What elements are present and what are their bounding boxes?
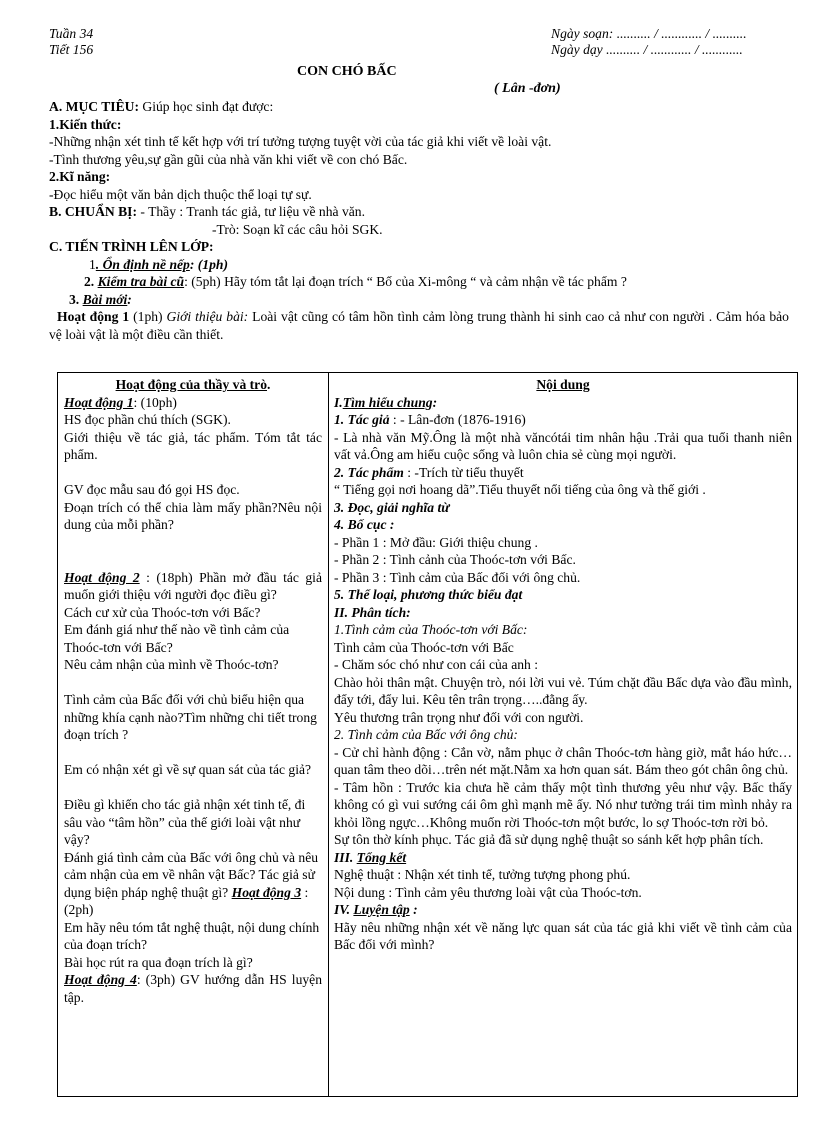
header-right bbox=[551, 26, 747, 58]
left-line-10: Điều gì khiến cho tác giả nhận xét tinh tế, đi sâu vào “tâm hồn” của thế giới loài vật như vậy? bbox=[64, 797, 306, 847]
skills-heading: 2.Kĩ năng: bbox=[49, 169, 111, 184]
teacher-student-column bbox=[64, 376, 322, 1006]
activity1-text: Loài vật cũng có tâm hồn tình cảm lòng trung thành hi sinh cao cả như con người . Cảm hóa bảo vệ loài vật là một điều cần thiết. bbox=[49, 309, 789, 342]
author-name: ( Lân -đơn) bbox=[494, 81, 561, 96]
lesson-intro bbox=[49, 98, 789, 344]
period-label: Tiết 156 bbox=[49, 42, 94, 57]
part-3: - Phần 3 : Tình cảm của Bấc đối với ông chủ. bbox=[334, 569, 581, 585]
left-line-8: Tình cảm của Bấc đối với chủ biểu hiện qua những khía cạnh nào?Tìm những chi tiết trong đoạn trích ? bbox=[64, 692, 317, 742]
analysis-sub-1: 1.Tình cảm của Thoóc-tơn với Bấc: bbox=[334, 622, 528, 637]
left-line-5: Cách cư xử của Thoóc-tơn với Bấc? bbox=[64, 604, 261, 620]
step3-colon: : bbox=[127, 291, 132, 307]
summary-heading: III. Tổng kết bbox=[334, 849, 407, 865]
author-bio: - Là nhà văn Mỹ.Ông là một nhà văncótái tim nhân hậu .Trải qua tuổi thanh niên vất vả.Ông am hiểu cuộc sống và luôn chia sẻ cùng mọi người. bbox=[334, 429, 792, 462]
practice-question: Hãy nêu những nhận xét về năng lực quan sát của tác giả khi viết về tình cảm của Bấc đối với mình? bbox=[334, 919, 792, 952]
work-desc: “ Tiếng gọi nơi hoang dã”.Tiểu thuyết nổi tiếng của ông và thế giới . bbox=[334, 482, 706, 497]
step1-time: : (1ph) bbox=[189, 256, 228, 272]
right-line-19: - Tâm hồn : Trước kia chưa hề cảm thấy một tình thương yêu như vậy. Bấc thấy không có gì vui sướng cái ôm ghì mạnh mẽ ấy. Nó như tưởng trái tim mình nhảy ra khỏi lồng ngực…Không muốn rời Thoóc-tơn một bước, lo sợ Thoóc-tơn rời bỏ. bbox=[334, 779, 792, 830]
lesson-table bbox=[57, 372, 798, 1097]
activity1-time: (1ph) bbox=[129, 309, 167, 324]
content-column bbox=[334, 376, 792, 954]
left-line-3: GV đọc mẫu sau đó gọi HS đọc. bbox=[64, 482, 240, 497]
right-line-13: Tình cảm của Thoóc-tơn với Bấc bbox=[334, 639, 514, 655]
objectives-heading: A. MỤC TIÊU: bbox=[49, 99, 139, 114]
preparation-student: -Trò: Soạn kĩ các câu hỏi SGK. bbox=[212, 221, 383, 237]
objectives-intro: Giúp học sinh đạt được: bbox=[139, 99, 274, 114]
right-line-16: Yêu thương trân trọng như đối với con người. bbox=[334, 709, 584, 725]
left-line-9: Em có nhận xét gì về sự quan sát của tác giả? bbox=[64, 762, 312, 777]
step2-text: : (5ph) Hãy tóm tắt lại đoạn trích “ Bố của Xi-mông “ và cảm nhận về tác phẩm ? bbox=[184, 274, 627, 289]
objectives-line bbox=[49, 98, 789, 116]
preparation-heading: B. CHUẨN BỊ: bbox=[49, 204, 137, 219]
column-divider bbox=[328, 373, 329, 1096]
left-line-13: Bài học rút ra qua đoạn trích là gì? bbox=[64, 954, 253, 970]
genre-heading: 5. Thể loại, phương thức biểu đạt bbox=[334, 587, 523, 602]
part-2: - Phần 2 : Tình cảnh của Thoóc-tơn với Bấc. bbox=[334, 552, 576, 567]
teach-date: Ngày dạy .......... / ............ / ............ bbox=[551, 42, 743, 57]
summary-art: Nghệ thuật : Nhận xét tinh tế, tưởng tượng phong phú. bbox=[334, 867, 631, 882]
procedure-step-2 bbox=[49, 273, 789, 291]
header-left bbox=[49, 26, 93, 58]
step1-label: . Ổn định nề nếp bbox=[95, 256, 190, 272]
left-column-header: Hoạt động của thầy và trò. bbox=[115, 377, 271, 392]
analysis-heading: II. Phân tích: bbox=[334, 604, 411, 620]
activity-4-paragraph: Hoạt động 4: (3ph) GV hướng dẫn HS luyện tập. bbox=[64, 972, 322, 1005]
step2-number: 2. bbox=[84, 274, 95, 289]
activity1-paragraph bbox=[49, 308, 789, 344]
lesson-title: CON CHÓ BẤC bbox=[297, 64, 397, 79]
prep-date: Ngày soạn: .......... / ............ / .......... bbox=[551, 26, 747, 41]
analysis-sub-2: 2. Tình cảm của Bấc với ông chủ: bbox=[334, 727, 518, 742]
right-line-20: Sự tôn thờ kính phục. Tác giả đã sử dụng nghệ thuật so sánh kết hợp phân tích. bbox=[334, 832, 764, 847]
left-line-1: HS đọc phần chú thích (SGK). bbox=[64, 412, 231, 427]
procedure-step-3 bbox=[49, 291, 789, 309]
left-line-2: Giới thiệu về tác giả, tác phẩm. Tóm tắt tác phẩm. bbox=[64, 429, 322, 462]
reading-heading: 3. Đọc, giải nghĩa từ bbox=[334, 499, 450, 515]
week-label: Tuần 34 bbox=[49, 26, 94, 41]
activity1-italic: Giới thiệu bài: bbox=[166, 309, 249, 324]
practice-heading: IV. Luyện tập : bbox=[334, 902, 418, 917]
work-line: 2. Tác phẩm : -Trích từ tiểu thuyết bbox=[334, 464, 524, 480]
right-line-14: - Chăm sóc chó như con cái của anh : bbox=[334, 657, 539, 672]
left-line-7: Nêu cảm nhận của mình về Thoóc-tơn? bbox=[64, 657, 279, 672]
knowledge-item-1: -Những nhận xét tinh tế kết hợp với trí tưởng tượng tuyệt vời của tác giả khi viết về loài vật. bbox=[49, 134, 552, 149]
left-line-6: Em đánh giá như thế nào về tình cảm của Thoóc-tơn với Bấc? bbox=[64, 622, 290, 655]
right-line-18: - Cử chỉ hành động : Cắn vờ, nằm phục ở chân Thoóc-tơn hàng giờ, mắt háo hức…quan tâm theo dõi…trên nét mặt.Nằm xa hơn quan sát. Bám theo gót chân ông chủ. bbox=[334, 744, 792, 777]
author-line: 1. Tác giả : - Lân-đơn (1876-1916) bbox=[334, 412, 526, 427]
left-line-11: Đánh giá tình cảm của Bấc với ông chủ và nêu cảm nhận của em về nhân vật Bấc? Tác giả sử dụng biện pháp nghệ thuật gì? Hoạt động 3 : (2ph) bbox=[64, 849, 319, 917]
step1-number: 1 bbox=[89, 256, 96, 272]
step3-label: Bài mới bbox=[82, 291, 128, 307]
step2-label: Kiểm tra bài cũ bbox=[97, 274, 185, 289]
left-line-12: Em hãy nêu tóm tắt nghệ thuật, nội dung chính của đoạn trích? bbox=[64, 919, 320, 952]
step3-number: 3. bbox=[69, 291, 80, 307]
skills-item-1: -Đọc hiểu một văn bản dịch thuộc thể loại tự sự. bbox=[49, 186, 312, 202]
activity1-label: Hoạt động 1 bbox=[57, 309, 130, 324]
knowledge-heading: 1.Kiến thức: bbox=[49, 116, 122, 132]
preparation-teacher: - Thầy : Tranh tác giả, tư liệu về nhà văn. bbox=[137, 204, 365, 219]
activity-2-paragraph: Hoạt động 2 : (18ph) Phần mở đầu tác giả muốn giới thiệu với người đọc điều gì? bbox=[64, 569, 322, 602]
knowledge-item-2: -Tình thương yêu,sự gần gũi của nhà văn khi viết về con chó Bấc. bbox=[49, 151, 408, 167]
right-column-header: Nội dung bbox=[536, 377, 590, 392]
procedure-step-1 bbox=[49, 256, 789, 274]
summary-content: Nội dung : Tình cảm yêu thương loài vật của Thoóc-tơn. bbox=[334, 884, 642, 900]
left-line-4: Đoạn trích có thể chia làm mấy phần?Nêu nội dung của mỗi phần? bbox=[64, 499, 322, 532]
right-line-15: Chào hỏi thân mật. Chuyện trò, nói lời vui vẻ. Túm chặt đầu Bấc dựa vào đầu mình, đẩy tới, đẩy lui. Kêu tên trân trọng…..đằng ấy. bbox=[334, 674, 792, 707]
structure-heading: 4. Bố cục : bbox=[334, 517, 395, 532]
section-1-heading: I.Tìm hiểu chung: bbox=[334, 394, 438, 410]
part-1: - Phần 1 : Mở đầu: Giới thiệu chung . bbox=[334, 534, 538, 550]
preparation-line bbox=[49, 203, 789, 221]
procedure-heading: C. TIẾN TRÌNH LÊN LỚP: bbox=[49, 239, 214, 254]
activity-1-heading: Hoạt động 1: (10ph) bbox=[64, 394, 177, 410]
